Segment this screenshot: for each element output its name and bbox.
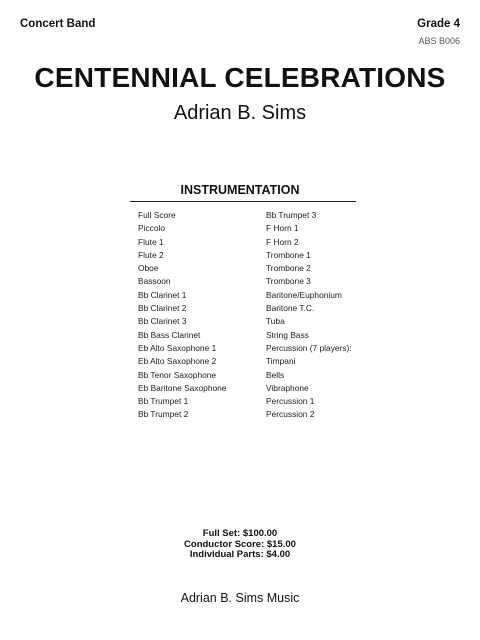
instrument-part: Bells: [266, 369, 285, 380]
pricing-block: [0, 529, 480, 561]
instrument-part: Trombone 3: [266, 276, 311, 287]
price-individual-parts: Individual Parts: $4.00: [189, 549, 291, 560]
instrument-part: Eb Baritone Saxophone: [138, 382, 227, 393]
instrument-part: Piccolo: [138, 223, 165, 234]
instrument-part: Timpani: [266, 356, 296, 367]
instrumentation-heading: INSTRUMENTATION: [180, 183, 300, 197]
composer-name: Adrian B. Sims: [173, 102, 307, 124]
instrument-part: Bassoon: [138, 276, 171, 287]
instrumentation-left-column: [138, 209, 226, 422]
instrument-part: String Bass: [266, 329, 309, 340]
header-ensemble: Concert Band: [20, 18, 96, 30]
instrument-part: Flute 2: [138, 249, 164, 260]
price-conductor-score: Conductor Score: $15.00: [184, 538, 296, 550]
piece-title: CENTENNIAL CELEBRATIONS: [34, 62, 446, 93]
instrument-part: Bb Tenor Saxophone: [138, 369, 217, 380]
instrument-part: Eb Alto Saxophone 2: [138, 356, 217, 367]
grade-label: Grade 4: [417, 18, 460, 30]
instrument-part: Trombone 2: [266, 263, 311, 274]
instrument-part: Tuba: [266, 316, 285, 327]
instrument-part: Baritone T.C.: [266, 303, 315, 314]
instrument-part: F Horn 1: [266, 223, 299, 234]
instrument-part: Percussion 1: [266, 396, 315, 407]
instrumentation-right-column: [266, 209, 352, 422]
instrument-part: Baritone/Euphonium: [266, 289, 342, 300]
header-right: [417, 18, 460, 46]
instrument-part: Bb Trumpet 2: [138, 409, 189, 420]
instrument-part: Percussion 2: [266, 409, 315, 420]
instrument-part: Flute 1: [138, 236, 164, 247]
instrument-part: Percussion (7 players):: [266, 342, 352, 353]
instrument-part: Eb Alto Saxophone 1: [138, 342, 217, 353]
instrument-part: F Horn 2: [266, 236, 299, 247]
instrument-part: Trombone 1: [266, 249, 311, 260]
instrument-part: Bb Trumpet 1: [138, 396, 189, 407]
instrument-part: Vibraphone: [266, 382, 309, 393]
price-full-set: Full Set: $100.00: [202, 528, 278, 539]
publisher-name: Adrian B. Sims Music: [180, 591, 300, 605]
instrument-part: Bb Trumpet 3: [266, 210, 317, 220]
instrument-part: Full Score: [138, 210, 176, 220]
instrumentation-rule: [130, 201, 356, 202]
instrument-part: Bb Clarinet 3: [138, 316, 187, 327]
instrument-part: Bb Clarinet 2: [138, 303, 187, 314]
instrument-part: Oboe: [138, 263, 159, 274]
instrument-part: Bb Clarinet 1: [138, 289, 187, 300]
instrument-part: Bb Bass Clarinet: [138, 329, 201, 340]
catalog-number: ABS B006: [418, 36, 460, 46]
